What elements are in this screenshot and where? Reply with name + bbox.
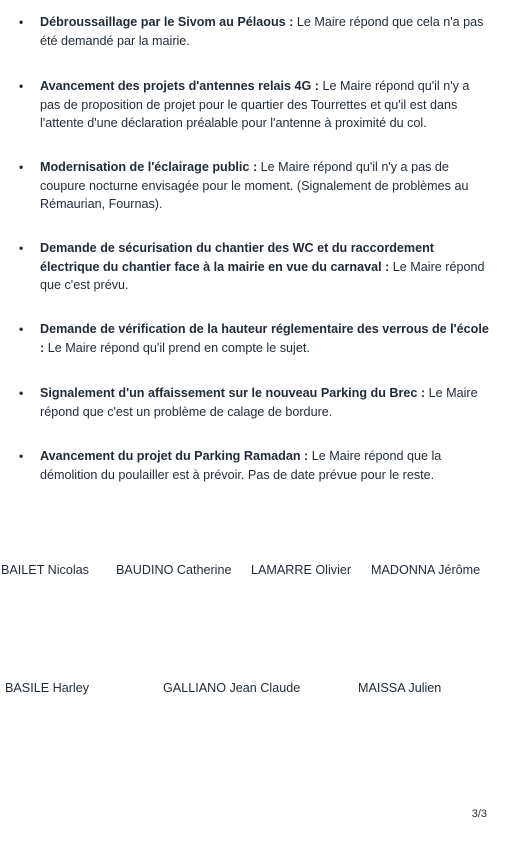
bullet: •: [19, 322, 24, 336]
page-number: 3/3: [471, 808, 487, 820]
signatory-name: GALLIANO Jean Claude: [163, 681, 301, 695]
item-text: [40, 158, 489, 214]
item-heading: Demande de sécurisation du chantier des WC et du raccordement électrique du chantier face à la mairie en vue du carnaval :: [40, 241, 435, 274]
signatory-name: BAUDINO Catherine: [116, 563, 232, 577]
list-item: [19, 447, 489, 484]
item-body: Le Maire répond que c'est prévu.: [40, 259, 485, 292]
item-body: Le Maire répond qu'il n'y a pas de proposition de projet pour le quartier des Tourrettes et qu'il est dans l'attente d'une déclaration préalable pour l'antenne à proximité du col.: [40, 79, 470, 130]
item-body: Le Maire répond que cela n'a pas été demandé par la mairie.: [40, 15, 484, 48]
item-text: [40, 77, 489, 133]
item-body: Le Maire répond qu'il n'y a pas de coupure nocturne envisagée pour le moment. (Signalement de problèmes au Rémaurian, Fournas).: [40, 160, 469, 211]
signatory-name: MAISSA Julien: [358, 681, 442, 695]
item-text: [40, 384, 489, 421]
bullet: •: [19, 160, 24, 174]
item-body: Le Maire répond qu'il prend en compte le sujet.: [44, 340, 310, 355]
item-body: Le Maire répond que c'est un problème de calage de bordure.: [40, 386, 478, 419]
list-item: [19, 77, 489, 133]
item-text: [40, 13, 489, 50]
item-heading: Signalement d'un affaissement sur le nouveau Parking du Brec :: [40, 386, 426, 400]
item-body: Le Maire répond que la démolition du poulailler est à prévoir. Pas de date prévue pour le reste.: [40, 449, 442, 482]
bullet: •: [19, 241, 24, 255]
signatory-name: BAILET Nicolas: [1, 563, 89, 577]
signatory-name: BASILE Harley: [5, 681, 89, 695]
signatory-name: MADONNA Jérôme: [371, 563, 481, 577]
item-heading: Avancement des projets d'antennes relais 4G :: [40, 79, 319, 93]
item-heading: Modernisation de l'éclairage public :: [40, 160, 258, 174]
list-item: [19, 13, 489, 50]
item-text: [40, 447, 489, 484]
list-item: [19, 320, 489, 357]
item-heading: Débroussaillage par le Sivom au Pélaous :: [40, 15, 294, 29]
bullet: •: [19, 15, 24, 29]
bullet: •: [19, 386, 24, 400]
bullet: •: [19, 79, 24, 93]
item-text: [40, 239, 489, 295]
signatory-name: LAMARRE Olivier: [251, 563, 352, 577]
item-heading: Avancement du projet du Parking Ramadan :: [40, 449, 309, 463]
item-text: [40, 320, 489, 357]
item-heading: Demande de vérification de la hauteur réglementaire des verrous de l'école :: [40, 322, 489, 355]
list-item: [19, 158, 489, 214]
bullet: •: [19, 449, 24, 463]
list-item: [19, 384, 489, 421]
list-item: [19, 239, 489, 295]
